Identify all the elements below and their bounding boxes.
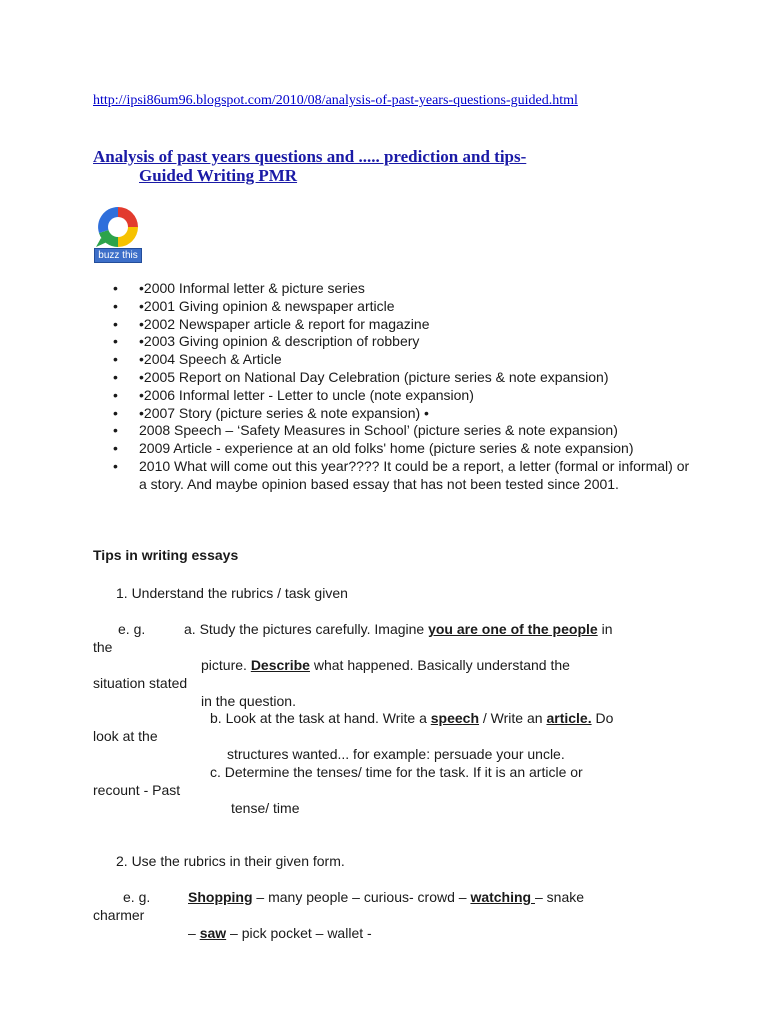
tip-1-a3-line: in the question.	[201, 693, 296, 709]
tip-1-a2-wrap: situation stated	[93, 675, 188, 691]
tip-1-a-line: a. Study the pictures carefully. Imagine you are one of the people in	[184, 621, 613, 637]
tip-1-describe-emphasis: Describe	[250, 657, 310, 673]
list-item: • •2003 Giving opinion & description of robbery	[93, 333, 693, 351]
tip-1-text: 1. Understand the rubrics / task given	[116, 585, 348, 601]
list-item: • •2007 Story (picture series & note expansion) •	[93, 405, 693, 423]
tip-1-c2-line: tense/ time	[231, 800, 300, 816]
list-item: • •2005 Report on National Day Celebration (picture series & note expansion)	[93, 369, 693, 387]
tip-2-eg-label: e. g.	[123, 889, 151, 905]
list-item: • 2009 Article - experience at an old folks' home (picture series & note expansion)	[93, 440, 693, 458]
list-item: • 2008 Speech – ‘Safety Measures in School’ (picture series & note expansion)	[93, 422, 693, 440]
source-url-link[interactable]: http://ipsi86um96.blogspot.com/2010/08/analysis-of-past-years-questions-guided.html	[93, 93, 578, 108]
tip-1-eg-label: e. g.	[118, 621, 146, 637]
tip-2-line-2: – saw – pick pocket – wallet -	[188, 925, 372, 941]
tip-1-b2-line: structures wanted... for example: persuade your uncle.	[227, 746, 565, 762]
list-item: • •2006 Informal letter - Letter to uncle (note expansion)	[93, 387, 693, 405]
buzz-this-label: buzz this	[94, 248, 142, 263]
tip-1-a2-line: picture. Describe what happened. Basically understand the	[201, 657, 570, 673]
tip-2-wrap: charmer	[93, 907, 145, 923]
post-title-line-2[interactable]: Guided Writing PMR	[139, 166, 298, 185]
post-title[interactable]	[93, 147, 526, 185]
list-item: • •2001 Giving opinion & newspaper article	[93, 298, 693, 316]
tip-1-c-wrap: recount - Past	[93, 782, 181, 798]
tip-1-b-line: b. Look at the task at hand. Write a speech / Write an article. Do	[210, 710, 614, 726]
tip-1-c-line: c. Determine the tenses/ time for the task. If it is an article or	[210, 764, 583, 780]
list-item: • •2000 Informal letter & picture series	[93, 280, 693, 298]
buzz-this-button[interactable]	[93, 205, 143, 263]
tip-1-a-emphasis: you are one of the people	[428, 621, 598, 637]
tip-1-b-wrap: look at the	[93, 728, 158, 744]
tips-heading: Tips in writing essays	[93, 547, 239, 563]
google-buzz-icon	[93, 205, 143, 249]
list-item: • •2002 Newspaper article & report for magazine	[93, 316, 693, 334]
tip-2-text: 2. Use the rubrics in their given form.	[116, 853, 345, 869]
tip-1-speech-emphasis: speech	[430, 710, 480, 726]
list-item: • •2004 Speech & Article	[93, 351, 693, 369]
tip-2-saw-emphasis: saw	[199, 925, 227, 941]
post-title-line-1[interactable]: Analysis of past years questions and ..... prediction and tips-	[93, 147, 527, 166]
tip-2-shopping-emphasis: Shopping	[188, 889, 253, 905]
list-item: • 2010 What will come out this year???? It could be a report, a letter (formal or informal) or a story. And maybe opinion based essay that has not been tested since 2001.	[93, 458, 693, 494]
tip-2-line-1: Shopping – many people – curious- crowd – watching – snake	[188, 889, 585, 905]
past-years-list	[93, 280, 693, 494]
tip-1-a-wrap: the	[93, 639, 113, 655]
tip-1-article-emphasis: article.	[546, 710, 592, 726]
tip-2-watching-emphasis: watching	[470, 889, 535, 905]
